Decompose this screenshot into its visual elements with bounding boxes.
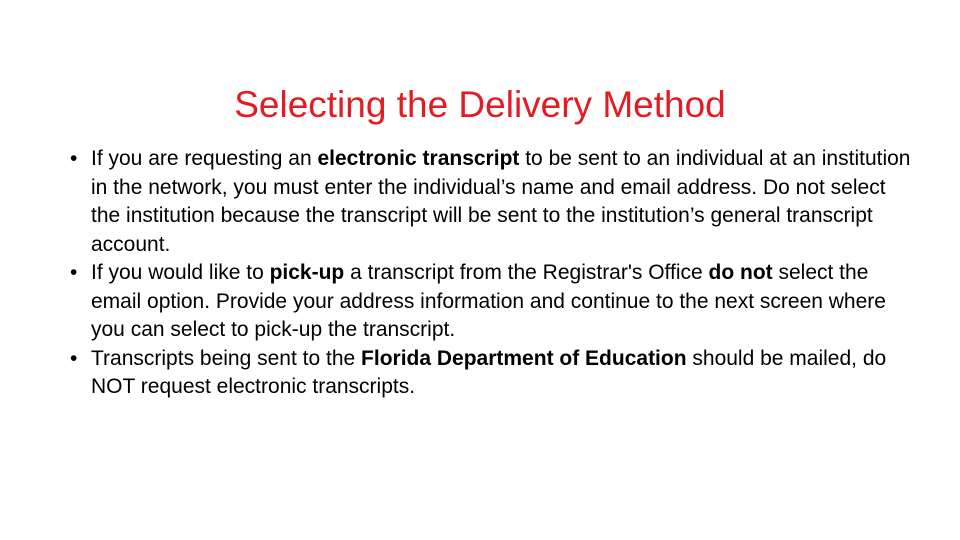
bullet-text bbox=[91, 345, 920, 402]
bullet-item bbox=[70, 345, 920, 402]
text-segment: Transcripts being sent to the bbox=[91, 346, 362, 370]
bold-text-segment: Florida Department of Education bbox=[361, 346, 687, 370]
bullet-marker: • bbox=[70, 147, 78, 170]
text-segment: If you would like to bbox=[91, 261, 270, 284]
bold-text-segment: electronic transcript bbox=[317, 147, 520, 170]
bold-text-segment: do not bbox=[708, 261, 773, 284]
bullet-item bbox=[70, 145, 920, 259]
bullet-text bbox=[91, 145, 920, 259]
text-segment: select the email option. Provide your address information and continue to the next screen where you can select to pick-up the transcript. bbox=[91, 261, 886, 341]
text-segment: a transcript from the Registrar's Office bbox=[344, 261, 709, 284]
bullet-list bbox=[70, 145, 920, 402]
text-segment: should be mailed, do NOT request electronic transcripts. bbox=[91, 346, 887, 398]
bold-text-segment: pick-up bbox=[269, 261, 345, 284]
slide-title: Selecting the Delivery Method bbox=[234, 83, 726, 125]
bullet-marker: • bbox=[70, 346, 78, 370]
bullet-marker: • bbox=[70, 261, 78, 284]
text-segment: to be sent to an individual at an institution in the network, you must enter the individual’s name and email address. Do not select the institution because the transcript will be sent to the institution’s general transcript account. bbox=[91, 147, 911, 256]
bullet-text bbox=[91, 259, 920, 345]
text-segment: If you are requesting an bbox=[91, 147, 318, 170]
bullet-item bbox=[70, 259, 920, 345]
